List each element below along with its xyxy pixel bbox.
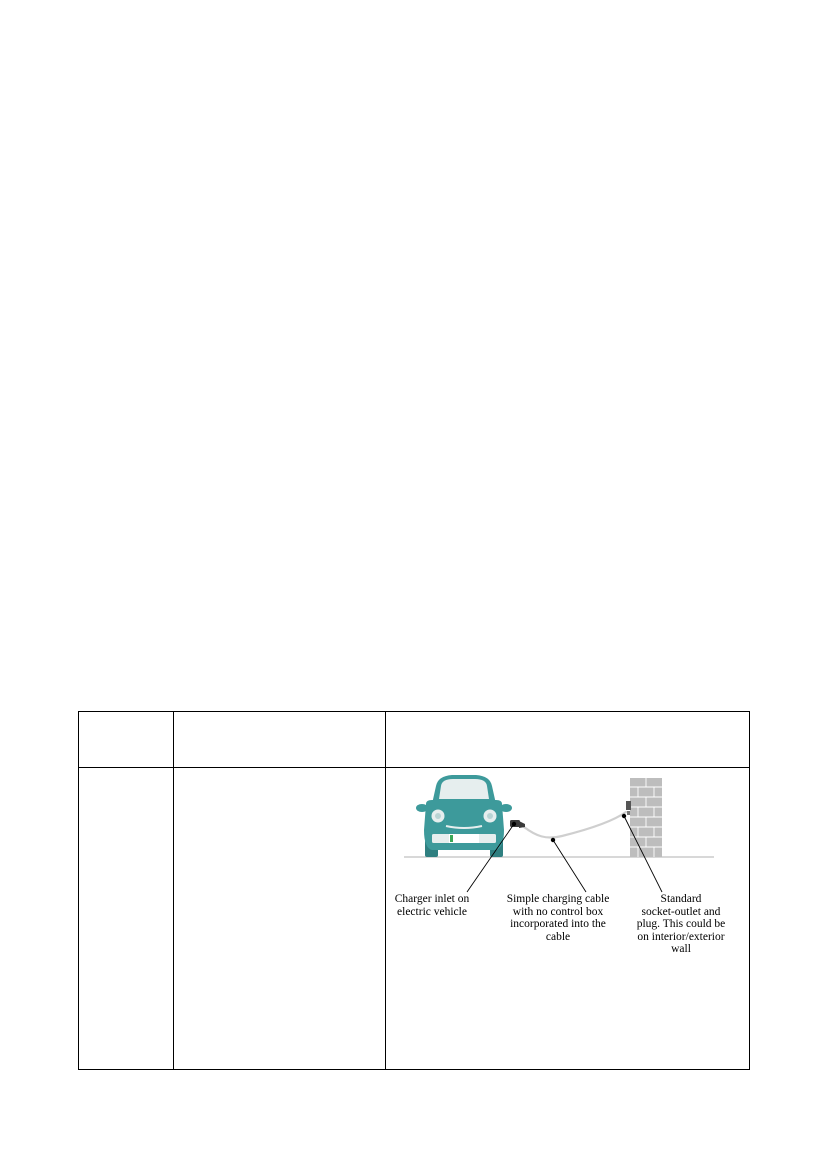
callout-line: incorporated into the (510, 918, 606, 931)
callout-charging-cable (498, 893, 618, 943)
callout-line: with no control box (512, 905, 604, 918)
electric-car-icon (416, 775, 512, 857)
callout-charger-inlet (388, 893, 476, 918)
callout-line: Standard (660, 893, 702, 906)
charging-cable (524, 812, 626, 838)
charging-mode-table (78, 711, 750, 1070)
header-cell-2 (174, 712, 386, 768)
socket-marker-dot (622, 814, 626, 818)
callout-line: socket-outlet and (641, 905, 721, 918)
table-body-row (79, 768, 750, 1070)
cable-marker-dot (551, 838, 555, 842)
inlet-marker-dot (512, 822, 516, 826)
brick-wall (630, 778, 662, 857)
body-cell-2 (174, 768, 386, 1070)
charging-figure-cell (386, 768, 750, 1070)
callout-line: Charger inlet on (394, 893, 470, 906)
callout-line: cable (545, 930, 571, 943)
callout-line: electric vehicle (397, 905, 467, 918)
callout-line: plug. This could be (636, 918, 726, 931)
callout-line: Simple charging cable (506, 893, 610, 906)
callout-line: wall (671, 943, 691, 956)
callout-line: on interior/exterior (637, 930, 725, 943)
body-cell-1 (79, 768, 174, 1070)
header-cell-3 (386, 712, 750, 768)
header-cell-1 (79, 712, 174, 768)
callout-socket-outlet (622, 893, 740, 956)
table-header-row (79, 712, 750, 768)
